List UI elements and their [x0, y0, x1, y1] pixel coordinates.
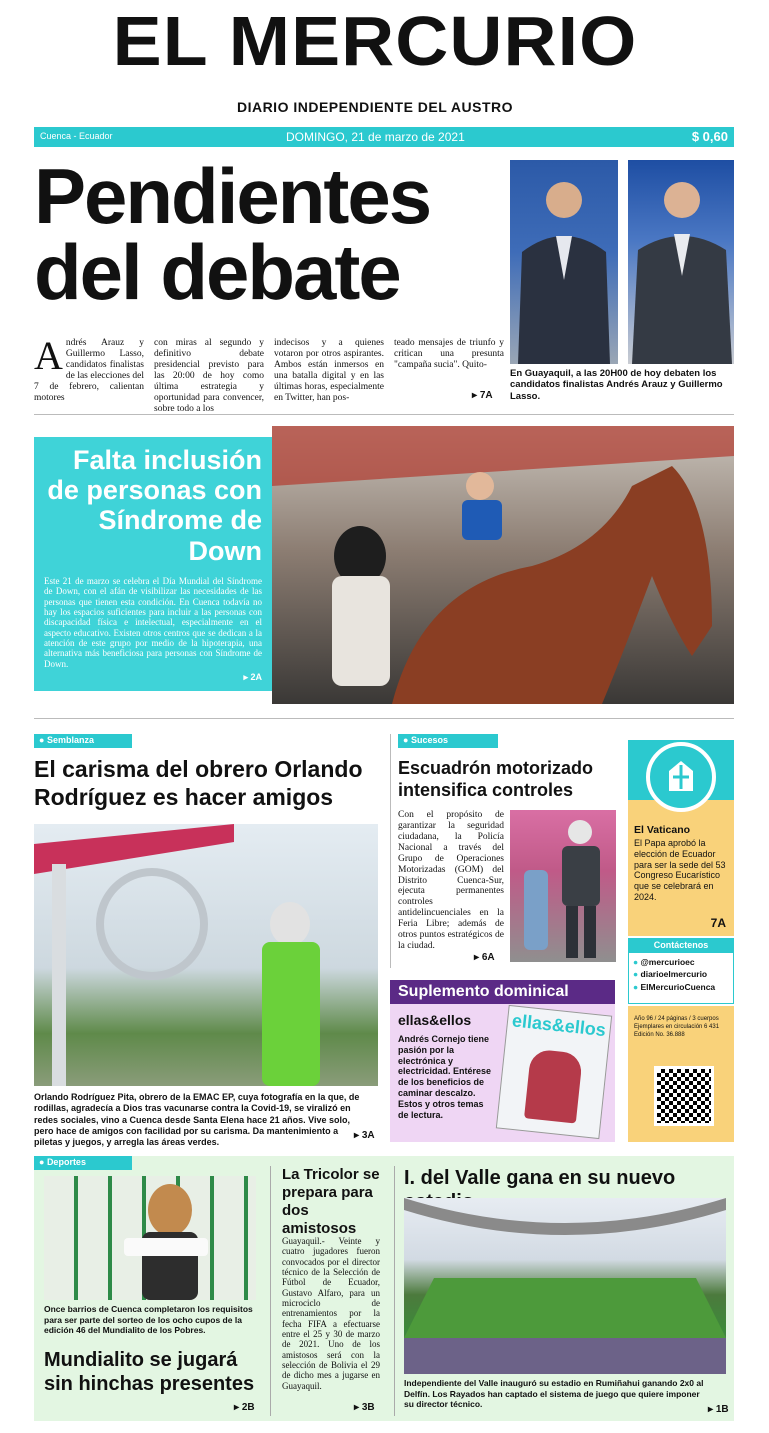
orlando-photo [34, 824, 378, 1086]
edition-info: Año 96 / 24 páginas / 3 cuerpos Ejemplares en circulación 6 431 Edición No. 36.888 [634, 1016, 720, 1038]
qr-code-icon[interactable] [654, 1066, 714, 1126]
edition-box [628, 1006, 734, 1142]
sucesos-tag: ● Sucesos [398, 734, 498, 748]
masthead-tagline: DIARIO INDEPENDIENTE DEL AUSTRO [236, 99, 514, 115]
issue-price: $ 0,60 [691, 129, 728, 144]
contact-box [628, 938, 734, 1004]
vaticano-box[interactable] [628, 740, 734, 936]
lead-body [34, 333, 504, 414]
column-divider [390, 734, 391, 968]
lead-headline[interactable]: Pendientes del debate [34, 152, 431, 317]
down-page-ref: ▸ 2A [243, 672, 262, 683]
lead-col-2: con miras al segundo y definitivo debate presidencial previsto para las 20:00 de hoy como última estrategia y oportunidad para convencer, sobre todo a los [154, 338, 264, 414]
instagram-icon: ● [633, 969, 639, 980]
vaticano-page-ref: 7A [710, 916, 726, 930]
suplemento-box[interactable] [390, 980, 615, 1142]
magazine-cover [496, 1005, 612, 1139]
semblanza-caption: Orlando Rodríguez Pita, obrero de la EMAC EP, cuya fotografía en la que, de rodillas, agradecía a Dios tras vacunarse contra la Covid-19, se viralizó en redes sociales, vino a Cuenca desde Santa Elena hace 21 años. Vive solo, pero hace de amigos con facilidad por su carisma. Da mantenimiento a piletas y juegos, y arregla las áreas verdes. [34, 1092, 360, 1147]
stadium-photo [404, 1198, 726, 1374]
masthead-title: EL MERCURIO [112, 2, 638, 80]
tricolor-page-ref[interactable]: ▸ 3B [354, 1402, 375, 1413]
lead-page-ref[interactable]: ▸ 7A [472, 390, 493, 401]
divider [34, 718, 734, 719]
instagram-handle[interactable]: ● diarioelmercurio [633, 969, 708, 980]
tricolor-headline[interactable]: La Tricolor se prepara para dos amistosos [282, 1166, 380, 1237]
lead-col-3: indecisos y a quienes votaron por otros aspirantes. Ambos están inmersos en una batalla digital y en las últimas horas, especialmente en Twitter, han pos- [274, 338, 384, 403]
deportes-tag: ● Deportes [34, 1156, 132, 1170]
suplemento-title: ellas&ellos [398, 1012, 472, 1028]
down-caption: Julio Daniel Álvarez recibe hipoterapia en el centro Kawallo. [73, 697, 262, 719]
candidates-caption: En Guayaquil, a las 20H00 de hoy debaten los candidatos finalistas Andrés Arauz y Guillermo Lasso. [510, 368, 723, 402]
stadium-illustration-icon [404, 1198, 726, 1374]
down-syndrome-box[interactable] [34, 437, 272, 719]
hippotherapy-photo [272, 426, 734, 704]
idv-caption: Independiente del Valle inauguró su estadio en Rumiñahui ganando 2x0 al Delfín. Los Rayados han captado el sistema de juego que quiere imponer su director técnico. [404, 1378, 704, 1410]
vaticano-body: El Papa aprobó la elección de Ecuador para ser la sede del 53 Congreso Eucarístico que se celebrará en 2024. [634, 838, 726, 902]
person-silhouette-icon [628, 160, 734, 364]
location-label: Cuenca - Ecuador [40, 131, 113, 141]
facebook-handle[interactable]: ● ElMercurioCuenca [633, 981, 716, 992]
issue-date: DOMINGO, 21 de marzo de 2021 [286, 130, 465, 144]
contact-title: Contáctenos [629, 939, 733, 953]
down-body: Este 21 de marzo se celebra el Día Mundial del Síndrome de Down, con el afán de visibilizar las necesidades de las personas que tienen esta condición. En Cuenca todavía no hay los espacios suficientes para incluir a las personas con discapacidad física e intelectual, especialmente en el aspecto educativo. Existen otros centros que se dedican a la atención de este grupo por medio de la hipoterapia, una alternativa más beneficiosa para personas con Síndrome de Down. [44, 575, 262, 669]
police-officer-icon [510, 810, 616, 962]
candidate-photo-lasso [628, 160, 734, 364]
lead-col-4: teado mensajes de triunfo y critican una presunta "campaña sucia". Quito- [394, 338, 504, 370]
vaticano-title: El Vaticano [634, 824, 691, 836]
mundialito-caption: Once barrios de Cuenca completaron los requisitos para ser parte del sorteo de los ocho cupos de la edición 46 del Mundialito de los Pobres. [44, 1304, 253, 1336]
mundialito-page-ref[interactable]: ▸ 2B [234, 1402, 255, 1413]
column-divider [394, 1166, 395, 1416]
magazine-cover-title: ellas&ellos [511, 1010, 607, 1041]
dropcap: A [34, 333, 63, 378]
papal-mitre-icon [646, 742, 716, 812]
playground-illustration-icon [34, 824, 378, 1086]
cover-person-icon [524, 1049, 583, 1124]
suplemento-body: Andrés Cornejo tiene pasión por la electrónica y electricidad. Entérese de los beneficios de caminar descalzo. Estos y otros temas de lectura. [398, 1034, 492, 1120]
twitter-handle[interactable]: ● @mercurioec [633, 957, 695, 967]
mundialito-headline[interactable]: Mundialito se jugará sin hinchas presentes [44, 1349, 255, 1395]
candidate-photo-arauz [510, 160, 618, 364]
semblanza-headline[interactable]: El carisma del obrero Orlando Rodríguez es hacer amigos [34, 756, 363, 810]
idv-page-ref[interactable]: ▸ 1B [708, 1404, 729, 1415]
sucesos-headline[interactable]: Escuadrón motorizado intensifica controles [398, 758, 594, 800]
police-photo [510, 810, 616, 962]
divider [34, 414, 734, 415]
mundialito-photo [44, 1176, 256, 1300]
down-headline: Falta inclusión de personas con Síndrome de Down [47, 445, 262, 566]
sucesos-body: Con el propósito de garantizar la seguridad ciudadana, la Policía Nacional a través del Grupo de Operaciones Motorizadas (GOM) del Distrito Cuenca-Sur, ejecuta permanentes controles antidelincuenciales en la Feria Libre; además de otros puntos estratégicos de la ciudad. [398, 810, 504, 952]
column-divider [270, 1166, 271, 1416]
person-silhouette-icon [510, 160, 618, 364]
twitter-icon: ● [633, 957, 639, 967]
semblanza-tag: ● Semblanza [34, 734, 132, 748]
sucesos-page-ref[interactable]: ▸ 6A [474, 952, 495, 963]
woman-with-ticket-icon [44, 1176, 256, 1300]
deportes-section [34, 1156, 734, 1421]
facebook-icon: ● [633, 981, 639, 992]
idv-headline[interactable]: I. del Valle gana en su nuevo [404, 1167, 676, 1189]
semblanza-page-ref[interactable]: ▸ 3A [354, 1130, 375, 1141]
lead-col-1: ndrés Arauz y Guillermo Lasso, candidatos finalistas de las elecciones del 7 de febrero, calientan motores [34, 338, 144, 403]
date-band [34, 127, 734, 147]
tricolor-body: Guayaquil.- Veinte y cuatro jugadores fueron convocados por el director técnico de la Selección de Fútbol de Ecuador, Gustavo Alfaro, para un microciclo de entrenamientos por la fecha FIFA a efectuarse entre el 25 y 30 de marzo de 2021. Uno de los amistosos será con la selección de Bolivia el 29 de dicho mes a jugarse en Guayaquil. [282, 1236, 380, 1391]
horse-illustration-icon [272, 426, 734, 704]
suplemento-bar: Suplemento dominical [390, 980, 615, 1004]
